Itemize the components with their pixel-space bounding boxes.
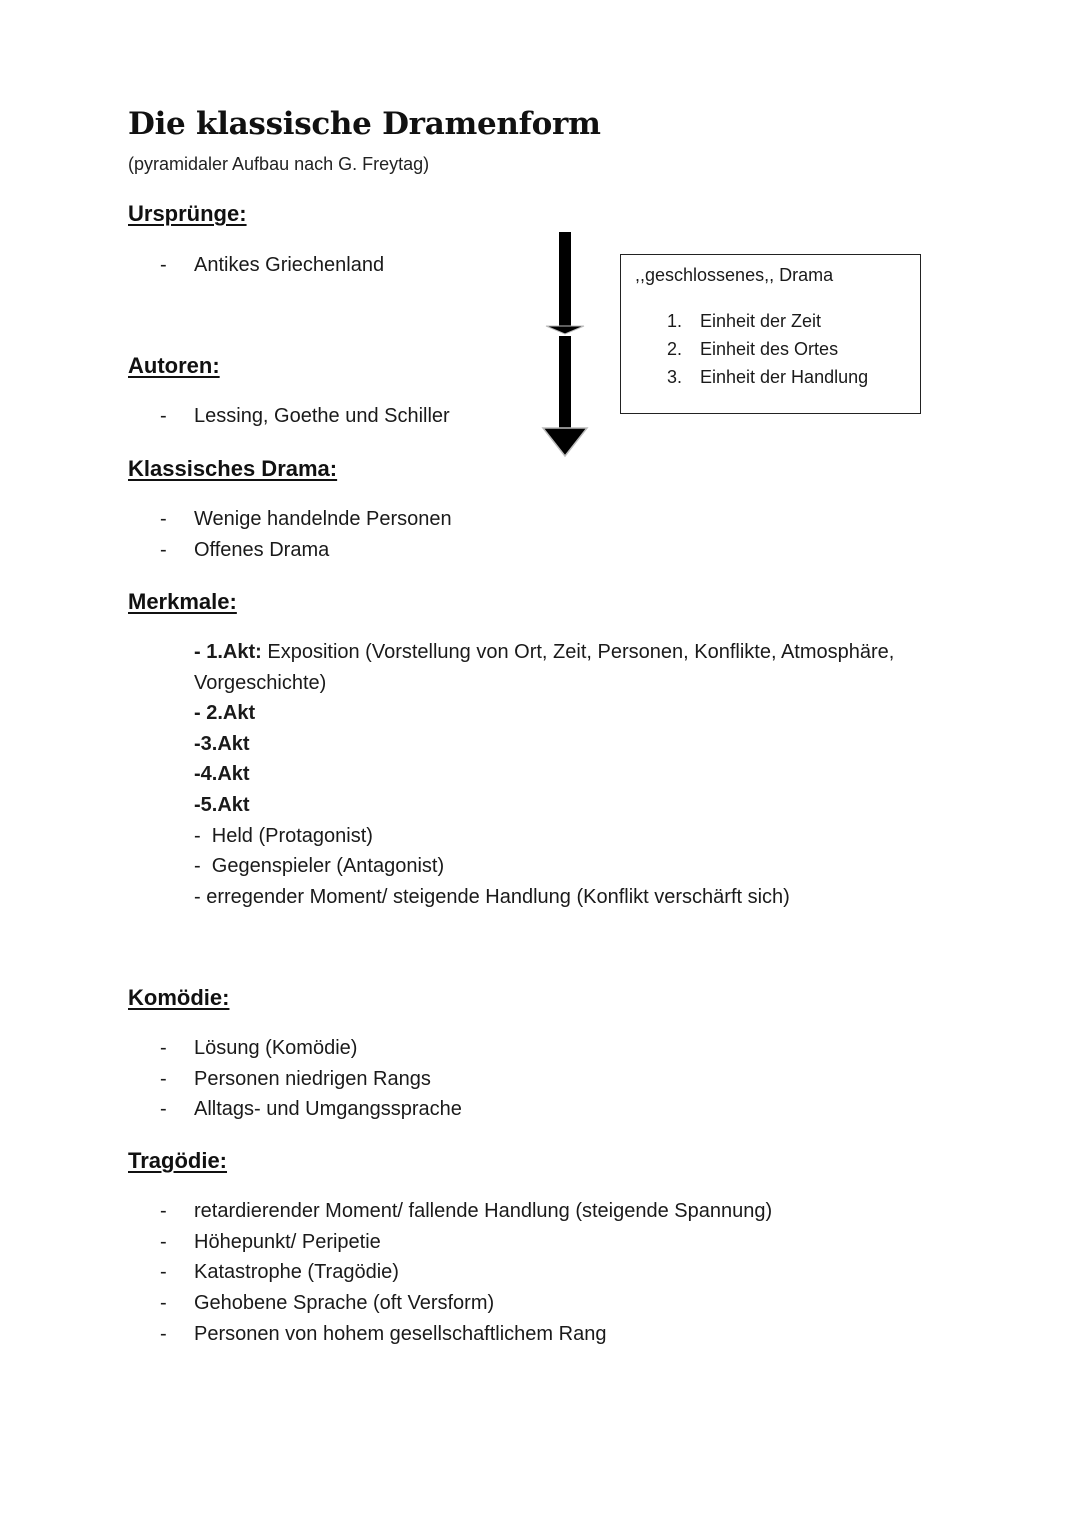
bullet: - xyxy=(160,1098,167,1120)
box-item-text: Einheit der Zeit xyxy=(700,311,822,331)
bullet: - xyxy=(160,1200,167,1222)
merkmal-gegenspieler: - Gegenspieler (Antagonist) xyxy=(194,855,445,877)
page-title: Die klassische Dramenform xyxy=(128,106,601,142)
list-item: Gehobene Sprache (oft Versform) xyxy=(194,1292,495,1314)
heading-klassisches-drama: Klassisches Drama: xyxy=(128,456,338,481)
heading-merkmale: Merkmale: xyxy=(128,589,237,614)
list-item: Lessing, Goethe und Schiller xyxy=(194,405,450,427)
merkmal-akt1 xyxy=(194,641,894,664)
merkmal-akt2: - 2.Akt xyxy=(194,702,256,724)
bullet: - xyxy=(160,1292,167,1314)
bullet: - xyxy=(160,1261,167,1283)
box-item-num: 3. xyxy=(667,367,683,387)
box-item-num: 1. xyxy=(667,311,683,331)
list-item: Antikes Griechenland xyxy=(194,254,385,276)
merkmal-akt4: -4.Akt xyxy=(194,763,250,785)
box-item-text: Einheit der Handlung xyxy=(700,367,869,387)
akt1-label: - 1.Akt: xyxy=(194,641,262,663)
heading-komodie: Komödie: xyxy=(128,985,230,1010)
list-item: retardierender Moment/ fallende Handlung (steigende Spannung) xyxy=(194,1200,773,1222)
heading-autoren: Autoren: xyxy=(128,353,220,378)
list-item: Alltags- und Umgangssprache xyxy=(194,1098,462,1120)
geschlossenes-drama-box xyxy=(620,254,921,414)
bullet: - xyxy=(160,1037,167,1059)
down-arrow-icon xyxy=(540,230,590,462)
list-item: Lösung (Komödie) xyxy=(194,1037,358,1059)
merkmal-held: - Held (Protagonist) xyxy=(194,825,373,847)
merkmal-erregender-moment: - erregender Moment/ steigende Handlung (Konflikt verschärft sich) xyxy=(194,886,790,908)
box-caption: ,,geschlossenes,, Drama xyxy=(635,265,834,285)
bullet: - xyxy=(160,254,167,276)
list-item: Offenes Drama xyxy=(194,539,330,561)
bullet: - xyxy=(160,539,167,561)
merkmal-akt1-cont: Vorgeschichte) xyxy=(194,672,327,694)
bullet: - xyxy=(160,508,167,530)
merkmal-akt5: -5.Akt xyxy=(194,794,250,816)
bullet: - xyxy=(160,405,167,427)
heading-tragodie: Tragödie: xyxy=(128,1148,228,1173)
bullet: - xyxy=(160,1231,167,1253)
list-item: Katastrophe (Tragödie) xyxy=(194,1261,399,1283)
bullet: - xyxy=(160,1068,167,1090)
bullet: - xyxy=(160,1323,167,1345)
list-item: Personen von hohem gesellschaftlichem Rang xyxy=(194,1323,607,1345)
heading-ursprunge: Ursprünge: xyxy=(128,201,247,226)
akt1-text: Exposition (Vorstellung von Ort, Zeit, Personen, Konflikte, Atmosphäre, xyxy=(261,641,895,663)
box-item-text: Einheit des Ortes xyxy=(700,339,839,359)
merkmal-akt3: -3.Akt xyxy=(194,733,250,755)
list-item: Höhepunkt/ Peripetie xyxy=(194,1231,381,1253)
list-item: Wenige handelnde Personen xyxy=(194,508,452,530)
page-subtitle: (pyramidaler Aufbau nach G. Freytag) xyxy=(128,154,430,174)
list-item: Personen niedrigen Rangs xyxy=(194,1068,431,1090)
box-item-num: 2. xyxy=(667,339,683,359)
